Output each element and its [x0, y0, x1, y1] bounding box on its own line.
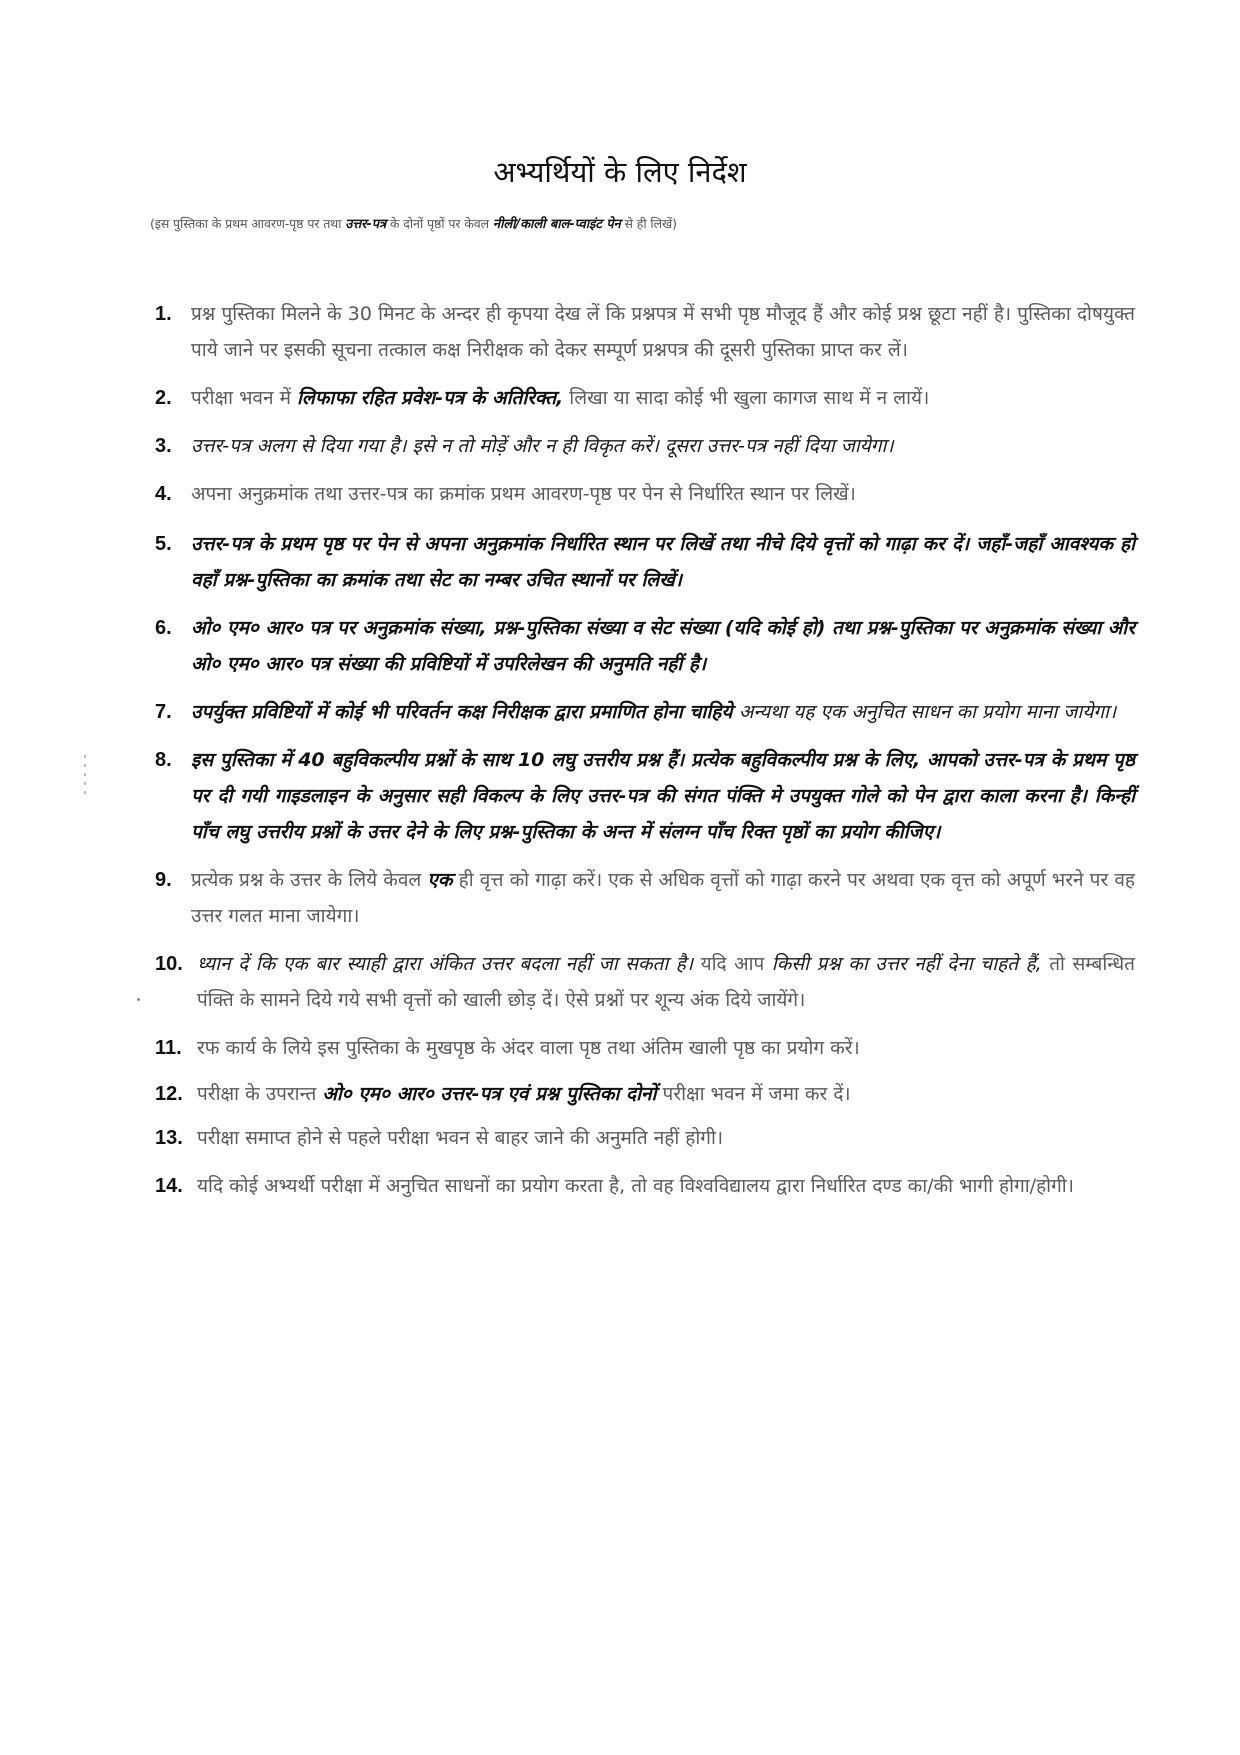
subtitle-part-2: उत्तर-पत्र — [345, 217, 387, 232]
instruction-number: 2. — [155, 387, 172, 409]
instruction-item — [155, 380, 1135, 416]
instruction-item — [155, 1120, 1135, 1156]
instruction-item — [155, 862, 1135, 934]
instruction-text: उत्तर-पत्र के प्रथम पृष्ठ पर पेन से अपना अनुक्रमांक निर्धारित स्थान पर लिखें तथा नीचे दिये वृत्तों को गाढ़ा कर दें। जहाँ-जहाँ आवश्यक हो वहाँ प्रश्न-पुस्तिका का क्रमांक तथा सेट का नम्बर उचित स्थानों पर लिखें। — [191, 533, 1135, 591]
instruction-text: तो सम्बन्धित पंक्ति के सामने दिये गये सभी वृत्तों को खाली छोड़ दें। ऐसे प्रश्नों पर शून्य अंक दिये जायेंगे। — [197, 953, 1136, 1011]
instruction-item — [155, 1168, 1135, 1204]
instruction-item — [155, 296, 1135, 368]
instruction-item — [155, 742, 1135, 850]
instruction-text: ओ० एम० आर० उत्तर-पत्र एवं प्रश्न पुस्तिका दोनों — [322, 1083, 657, 1105]
page-subtitle — [150, 214, 1135, 232]
subtitle-part-5: से ही लिखें) — [620, 216, 677, 231]
instruction-text: परीक्षा भवन में जमा कर दें। — [656, 1083, 851, 1105]
instruction-text: ध्यान दें कि एक बार स्याही द्वारा अंकित उत्तर बदला नहीं जा सकता है। — [197, 953, 694, 975]
instruction-item — [155, 946, 1135, 1018]
instruction-text: यदि आप — [693, 953, 772, 975]
instruction-text: प्रत्येक प्रश्न के उत्तर के लिये केवल — [191, 869, 428, 891]
instruction-item — [155, 1030, 1135, 1066]
scan-dot-mark — [137, 998, 140, 1001]
instruction-number: 4. — [155, 483, 172, 505]
instruction-text: परीक्षा भवन में — [191, 387, 297, 409]
instruction-number: 10. — [155, 953, 183, 975]
instruction-text: परीक्षा समाप्त होने से पहले परीक्षा भवन से बाहर जाने की अनुमति नहीं होगी। — [197, 1127, 724, 1149]
instruction-text: उत्तर-पत्र अलग से दिया गया है। इसे न तो मोड़ें और न ही विकृत करें। दूसरा उत्तर-पत्र नहीं दिया जायेगा। — [191, 435, 894, 457]
subtitle-part-4: नीली/काली बाल-प्वाइंट पेन — [492, 217, 621, 232]
instruction-number: 7. — [155, 701, 172, 723]
page-title: अभ्यर्थियों के लिए निर्देश — [493, 155, 747, 189]
instruction-list — [155, 284, 1135, 1204]
instruction-text: एक — [427, 869, 453, 891]
instruction-item — [155, 428, 1135, 464]
subtitle-part-1: (इस पुस्तिका के प्रथम आवरण-पृष्ठ पर तथा — [150, 216, 346, 231]
instruction-text: लिखा या सादा कोई भी खुला कागज साथ में न लायें। — [563, 387, 930, 409]
instruction-text: ही वृत्त को गाढ़ा करें। एक से अधिक वृत्तों को गाढ़ा करने पर अथवा एक वृत्त को अपूर्ण भरने पर वह उत्तर गलत माना जायेगा। — [191, 869, 1135, 927]
instruction-item — [155, 694, 1135, 730]
instruction-item — [155, 1076, 1135, 1112]
margin-scan-mark — [84, 755, 86, 795]
instruction-text: रफ कार्य के लिये इस पुस्तिका के मुखपृष्ठ के अंदर वाला पृष्ठ तथा अंतिम खाली पृष्ठ का प्रयोग करें। — [197, 1037, 860, 1059]
instruction-number: 6. — [155, 617, 172, 639]
instruction-item — [155, 476, 1135, 512]
instruction-number: 12. — [155, 1083, 183, 1105]
instruction-text: परीक्षा के उपरान्त — [197, 1083, 323, 1105]
instruction-number: 1. — [155, 303, 172, 325]
instruction-number: 13. — [155, 1127, 183, 1149]
instruction-number: 11. — [155, 1037, 182, 1059]
instruction-text: किसी प्रश्न का उत्तर नहीं देना चाहते हैं, — [771, 953, 1042, 975]
instruction-item — [155, 610, 1135, 682]
instruction-number: 3. — [155, 435, 172, 457]
subtitle-part-3: के दोनों पृष्ठों पर केवल — [386, 216, 493, 231]
instruction-text: उपर्युक्त प्रविष्टियों में कोई भी परिवर्तन कक्ष निरीक्षक द्वारा प्रमाणित होना चाहिये — [191, 701, 739, 723]
instruction-number: 8. — [155, 749, 172, 771]
instruction-number: 14. — [155, 1175, 183, 1197]
instruction-text: लिफाफा रहित प्रवेश-पत्र के अतिरिक्त, — [296, 387, 564, 409]
instruction-text: इस पुस्तिका में 40 बहुविकल्पीय प्रश्नों के साथ 10 लघु उत्तरीय प्रश्न हैं। प्रत्येक बहुविकल्पीय प्रश्न के लिए, आपको उत्तर-पत्र के प्रथम पृष्ठ पर दी गयी गाइडलाइन के अनुसार सही विकल्प के लिए उत्तर-पत्र की संगत पंक्ति मे उपयुक्त गोले को पेन द्वारा काला करना है। किन्हीं पाँच लघु उत्तरीय प्रश्नों के उत्तर देने के लिए प्रश्न-पुस्तिका के अन्त में संलग्न पाँच रिक्त पृष्ठों का प्रयोग कीजिए। — [191, 749, 1135, 843]
instruction-text: अपना अनुक्रमांक तथा उत्तर-पत्र का क्रमांक प्रथम आवरण-पृष्ठ पर पेन से निर्धारित स्थान पर लिखें। — [191, 483, 856, 505]
instruction-text: यदि कोई अभ्यर्थी परीक्षा में अनुचित साधनों का प्रयोग करता है, तो वह विश्वविद्यालय द्वारा निर्धारित दण्ड का/की भागी होगा/होगी। — [197, 1175, 1074, 1197]
instruction-item — [155, 526, 1135, 598]
instruction-number: 9. — [155, 869, 172, 891]
instruction-number: 5. — [155, 533, 172, 555]
instruction-text: अन्यथा यह एक अनुचित साधन का प्रयोग माना जायेगा। — [738, 701, 1117, 723]
instruction-text: ओ० एम० आर० पत्र पर अनुक्रमांक संख्या, प्रश्न-पुस्तिका संख्या व सेट संख्या (यदि कोई हो) तथा प्रश्न-पुस्तिका पर अनुक्रमांक संख्या और ओ० एम० आर० पत्र संख्या की प्रविष्टियों में उपरिलेखन की अनुमति नहीं है। — [191, 617, 1135, 675]
instruction-text: प्रश्न पुस्तिका मिलने के 30 मिनट के अन्दर ही कृपया देख लें कि प्रश्नपत्र में सभी पृष्ठ मौजूद हैं और कोई प्रश्न छूटा नहीं है। पुस्तिका दोषयुक्त पाये जाने पर इसकी सूचना तत्काल कक्ष निरीक्षक को देकर सम्पूर्ण प्रश्नपत्र की दूसरी पुस्तिका प्राप्त कर लें। — [191, 303, 1135, 361]
